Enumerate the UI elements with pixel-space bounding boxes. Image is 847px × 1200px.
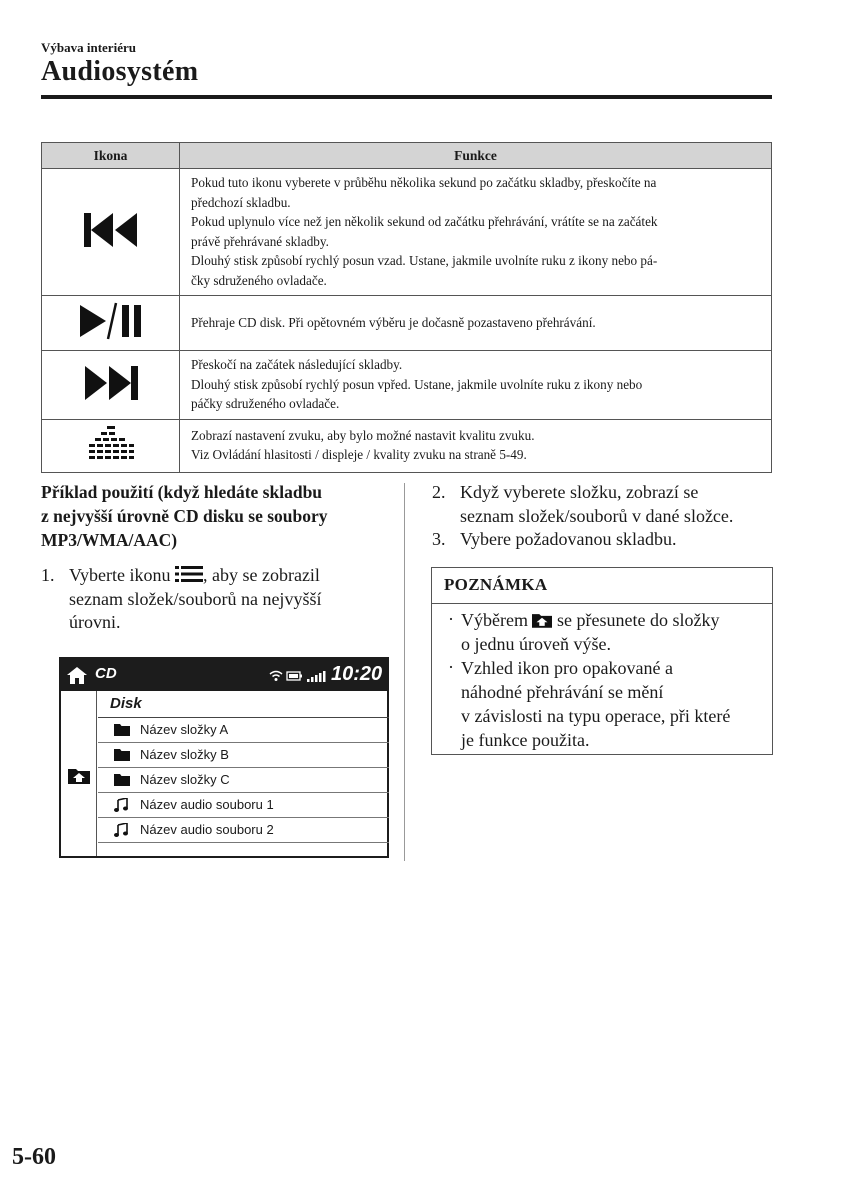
clock: 10:20 — [331, 663, 383, 685]
example-heading — [41, 480, 386, 552]
note-box — [431, 567, 773, 755]
folder-up-icon — [532, 612, 552, 628]
screen-side-panel — [61, 691, 97, 856]
note-text: náhodné přehrávání se mění — [461, 682, 664, 702]
table-header-icon: Ikona — [42, 143, 180, 169]
title-rule — [41, 95, 772, 99]
heading-line: z nejvyšší úrovně CD disku se soubory — [41, 506, 328, 526]
step-text: Vyberte ikonu — [69, 565, 171, 585]
note-text: o jednu úroveň výše. — [461, 634, 611, 654]
status-icons — [269, 670, 327, 682]
note-text: Vzhled ikon pro opakované a — [461, 658, 673, 678]
table-cell-text: Přeskočí na začátek následující skladby. — [191, 357, 403, 372]
section-label: Výbava interiéru — [41, 40, 136, 55]
folder-icon — [114, 723, 130, 736]
bullet: · — [448, 657, 454, 677]
list-item[interactable] — [98, 718, 389, 743]
note-item — [448, 656, 764, 752]
step-1 — [41, 564, 381, 635]
step-text: Vybere požadovanou skladbu. — [460, 529, 677, 549]
note-text: se přesunete do složky — [552, 610, 720, 630]
wifi-icon — [270, 672, 282, 677]
step-text: seznam složek/souborů na nejvyšší — [69, 588, 322, 609]
page-number: 5-60 — [12, 1144, 56, 1170]
sound-settings-icon — [87, 424, 135, 464]
table-cell-text: Přehraje CD disk. Při opětovném výběru je dočasně pozastaveno přehrávání. — [191, 314, 596, 330]
note-text: v závislosti na typu operace, při které — [461, 706, 731, 726]
note-text: je funkce použita. — [461, 730, 590, 750]
note-item — [448, 608, 764, 656]
display-screen — [59, 657, 389, 858]
list-item-label: Název audio souboru 2 — [140, 822, 274, 837]
home-icon[interactable] — [67, 667, 87, 684]
table-row — [42, 296, 772, 351]
list-item-label: Název audio souboru 1 — [140, 797, 274, 812]
step-number: 1. — [41, 565, 55, 585]
note-title: POZNÁMKA — [432, 568, 772, 604]
table-cell-text: Viz Ovládání hlasitosti / displeje / kvality zvuku na straně 5-49. — [191, 447, 527, 462]
battery-icon — [287, 672, 302, 680]
current-folder-title: Disk — [98, 691, 389, 718]
list-item-label: Název složky A — [140, 722, 229, 737]
list-item[interactable] — [98, 743, 389, 768]
column-divider — [404, 483, 405, 861]
step-number: 3. — [432, 529, 446, 549]
table-cell-text: páčky sdruženého ovladače. — [191, 396, 340, 411]
file-list — [98, 718, 389, 843]
play-pause-icon — [78, 301, 144, 341]
table-cell-text: Pokud uplynulo více než jen několik sekund od začátku přehrávání, vrátíte se na začátek — [191, 214, 658, 229]
table-cell-text: Dlouhý stisk způsobí rychlý posun vzad. Ustane, jakmile uvolníte ruku z ikony nebo pá- — [191, 253, 658, 268]
step-3 — [432, 528, 777, 552]
previous-track-icon — [83, 212, 139, 248]
icon-function-table — [41, 142, 772, 473]
page-title: Audiosystém — [41, 56, 199, 87]
list-item[interactable] — [98, 768, 389, 793]
music-note-icon — [114, 823, 128, 837]
note-text: Výběrem — [461, 610, 528, 630]
table-cell-text: právě přehrávané skladby. — [191, 233, 329, 249]
screen-status-bar — [61, 659, 387, 691]
table-row — [42, 169, 772, 296]
heading-line: Příklad použití (když hledáte skladbu — [41, 482, 323, 502]
step-text: úrovni. — [69, 612, 121, 632]
table-cell-text: předchozí skladbu. — [191, 194, 291, 210]
step-2 — [432, 481, 777, 528]
folder-icon — [114, 773, 130, 786]
table-header-function: Funkce — [180, 143, 772, 169]
next-track-icon — [83, 365, 139, 401]
table-row — [42, 351, 772, 420]
heading-line: MP3/WMA/AAC) — [41, 530, 178, 550]
music-note-icon — [114, 798, 128, 812]
table-row — [42, 419, 772, 472]
step-text: , aby se zobrazil — [202, 565, 320, 585]
table-cell-text: čky sdruženého ovladače. — [191, 272, 327, 288]
list-item-label: Název složky C — [140, 772, 230, 787]
step-number: 2. — [432, 482, 446, 502]
list-icon — [175, 565, 203, 583]
audio-source: CD — [95, 665, 117, 682]
list-item[interactable] — [98, 818, 389, 843]
step-text: seznam složek/souborů v dané složce. — [460, 505, 734, 526]
step-text: Když vyberete složku, zobrazí se — [460, 482, 699, 502]
table-cell-text: Pokud tuto ikonu vyberete v průběhu několika sekund po začátku skladby, přeskočíte na — [191, 175, 657, 190]
signal-icon — [307, 671, 326, 682]
folder-icon — [114, 748, 130, 761]
list-item-label: Název složky B — [140, 747, 229, 762]
table-cell-text: Dlouhý stisk způsobí rychlý posun vpřed. Ustane, jakmile uvolníte ruku z ikony nebo — [191, 376, 643, 392]
folder-up-icon[interactable] — [68, 767, 90, 784]
table-cell-text: Zobrazí nastavení zvuku, aby bylo možné nastavit kvalitu zvuku. — [191, 427, 535, 443]
bullet: · — [448, 609, 454, 629]
list-item[interactable] — [98, 793, 389, 818]
